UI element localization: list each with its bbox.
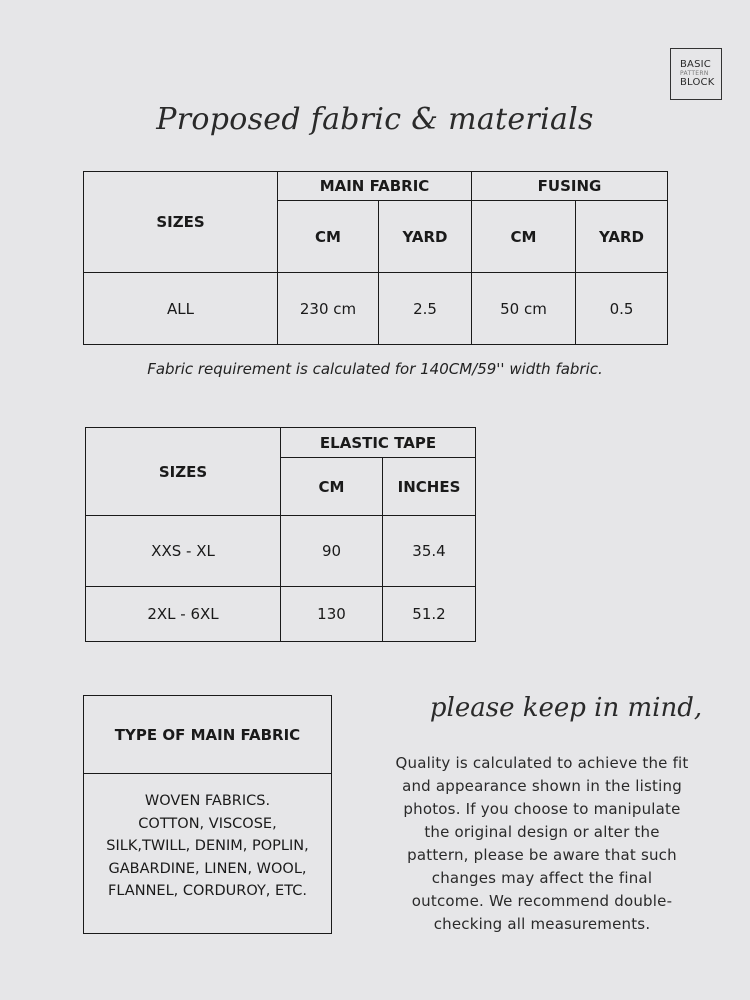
fabric-type-line: FLANNEL, CORDUROY, ETC.	[108, 883, 307, 899]
elastic-sizes-header: SIZES	[85, 427, 281, 516]
elastic-row-size: XXS - XL	[85, 515, 281, 587]
main-fabric-type-list	[83, 773, 332, 934]
fusing-yard-header: YARD	[575, 200, 668, 273]
elastic-cm-header: CM	[280, 457, 383, 516]
fusing-header: FUSING	[471, 171, 668, 201]
fabric-type-line: SILK,TWILL, DENIM, POPLIN,	[106, 838, 309, 854]
keep-in-mind-line: Quality is calculated to achieve the fit	[395, 754, 689, 772]
brand-logo	[670, 48, 722, 100]
logo-line-pattern: PATTERN	[680, 70, 709, 77]
keep-in-mind-title: please keep in mind,	[429, 693, 703, 723]
keep-in-mind-line: photos. If you choose to manipulate	[403, 800, 681, 818]
elastic-row-inches: 35.4	[382, 515, 476, 587]
logo-line-block: BLOCK	[680, 77, 715, 88]
fabric-note: Fabric requirement is calculated for 140CM/59'' width fabric.	[147, 360, 603, 378]
fabric-size-cell: ALL	[83, 272, 278, 345]
elastic-row-inches: 51.2	[382, 586, 476, 642]
fabric-type-line: WOVEN FABRICS.	[144, 793, 271, 809]
fusing-cm-header: CM	[471, 200, 576, 273]
logo-line-basic: BASIC	[680, 59, 711, 70]
elastic-row-size: 2XL - 6XL	[85, 586, 281, 642]
main-fabric-type-header: TYPE OF MAIN FABRIC	[83, 695, 332, 774]
keep-in-mind-text	[383, 752, 701, 936]
fabric-type-line: GABARDINE, LINEN, WOOL,	[108, 860, 307, 877]
elastic-tape-header: ELASTIC TAPE	[280, 427, 476, 458]
keep-in-mind-line: changes may affect the final	[431, 869, 653, 887]
main-fabric-header: MAIN FABRIC	[277, 171, 472, 201]
fusing-cm-cell: 50 cm	[471, 272, 576, 345]
main-yard-header: YARD	[378, 200, 472, 273]
keep-in-mind-line: checking all measurements.	[433, 915, 651, 933]
fusing-yard-cell: 0.5	[575, 272, 668, 345]
main-cm-header: CM	[277, 200, 379, 273]
elastic-row-cm: 130	[280, 586, 383, 642]
fabric-type-line: COTTON, VISCOSE,	[138, 815, 277, 832]
keep-in-mind-line: the original design or alter the	[424, 823, 660, 841]
main-yard-cell: 2.5	[378, 272, 472, 345]
fabric-sizes-header: SIZES	[83, 171, 278, 273]
keep-in-mind-line: pattern, please be aware that such	[407, 846, 677, 864]
keep-in-mind-line: outcome. We recommend double-	[411, 892, 673, 910]
page-title: Proposed fabric & materials	[156, 102, 594, 137]
elastic-inches-header: INCHES	[382, 457, 476, 516]
main-cm-cell: 230 cm	[277, 272, 379, 345]
keep-in-mind-line: and appearance shown in the listing	[402, 777, 682, 795]
elastic-row-cm: 90	[280, 515, 383, 587]
